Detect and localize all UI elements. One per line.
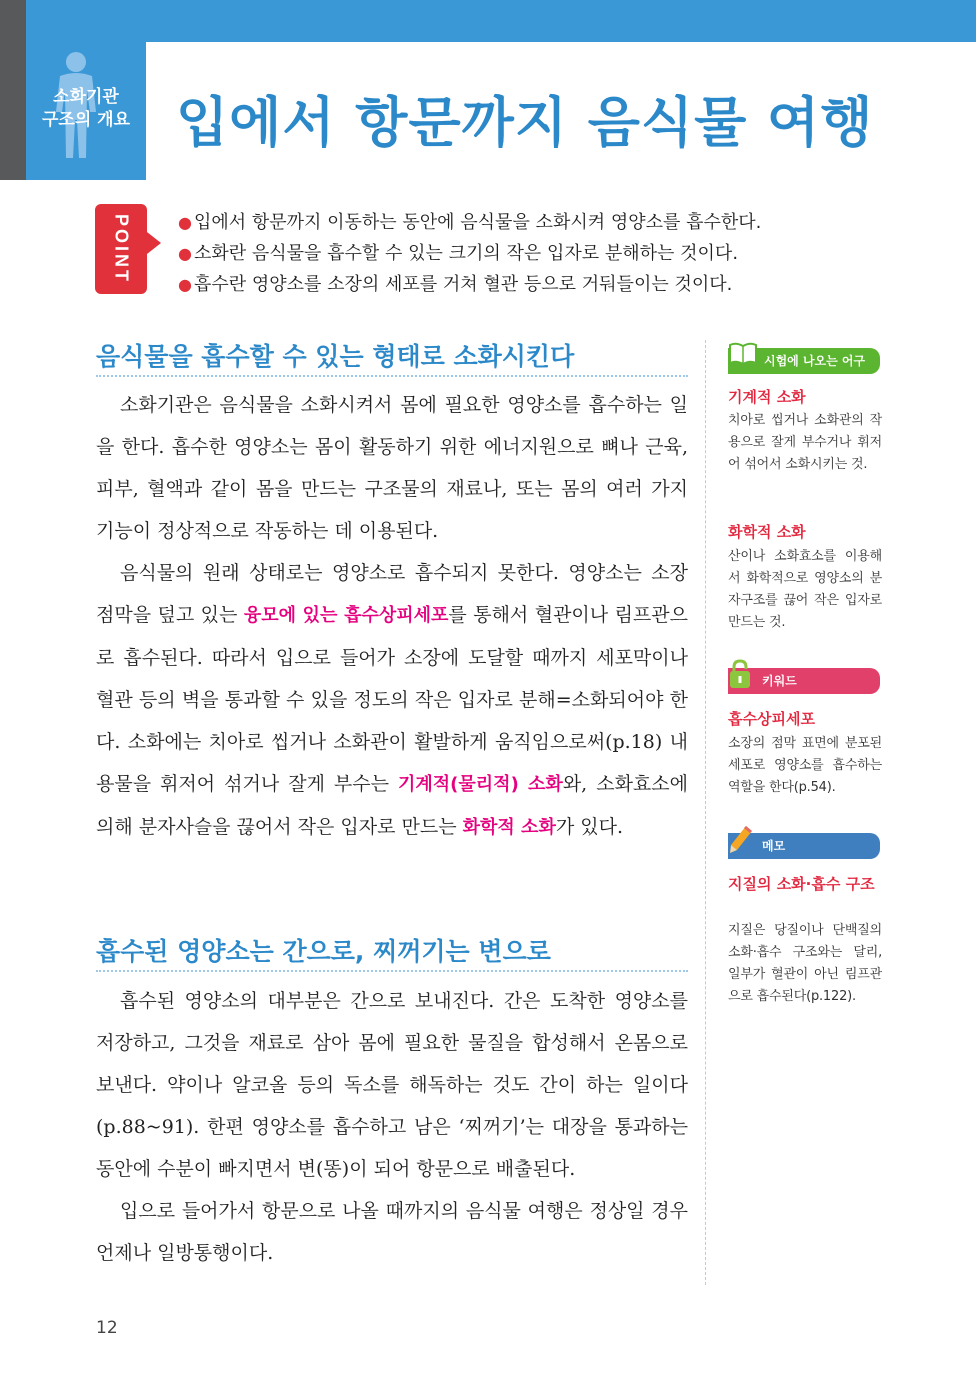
column-divider	[705, 340, 706, 1285]
section-2-divider	[96, 970, 688, 972]
memo-desc: 지질은 당질이나 단백질의 소화·흡수 구조와는 달리, 일부가 혈관이 아닌 림프관으로 흡수된다(p.122).	[728, 923, 882, 1004]
point-item-text: 입에서 항문까지 이동하는 동안에 음식물을 소화시켜 영양소를 흡수한다.	[193, 212, 762, 233]
header-band	[26, 0, 976, 42]
exam-term-2: 화학적 소화	[728, 523, 806, 541]
memo-term: 지질의 소화·흡수 구조	[728, 875, 875, 893]
section-1-paragraph-1: 소화기관은 음식물을 소화시켜서 몸에 필요한 영양소를 흡수하는 일을 한다. 흡수한 영양소는 몸이 활동하기 위한 에너지원으로 뼈나 근육, 피부, 혈액과 같이 몸을 만드는 구조물의 재료나, 또는 몸의 여러 가지 기능이 정상적으로 작동하는 데 이용된다.	[96, 394, 688, 542]
highlight-term: 기계적(물리적) 소화	[398, 774, 563, 795]
section-2-paragraph-2: 입으로 들어가서 항문으로 나올 때까지의 음식물 여행은 정상일 경우 언제나 일방통행이다.	[96, 1200, 688, 1264]
exam-term-2-desc: 산이나 소화효소를 이용해서 화학적으로 영양소의 분자구조를 끊어 작은 입자로 만드는 것.	[728, 549, 882, 630]
page-title: 입에서 항문까지 음식물 여행	[176, 91, 874, 154]
section-label-line-1: 소화기관	[53, 87, 119, 107]
point-list	[178, 207, 761, 300]
point-item	[178, 238, 761, 269]
point-item-text: 소화란 음식물을 흡수할 수 있는 크기의 작은 입자로 분해하는 것이다.	[193, 243, 739, 264]
bullet-dot-icon: ●	[178, 244, 192, 263]
keyword-label: 키워드	[762, 674, 797, 688]
pencil-icon	[728, 824, 754, 856]
section-label-line-2: 구조의 개요	[41, 110, 131, 130]
highlight-term: 화학적 소화	[462, 817, 556, 838]
point-label: POINT	[111, 213, 132, 284]
point-item-text: 흡수란 영양소를 소장의 세포를 거쳐 혈관 등으로 거둬들이는 것이다.	[193, 274, 733, 295]
section-2-heading: 흡수된 영양소는 간으로, 찌꺼기는 변으로	[96, 937, 551, 966]
point-item	[178, 207, 761, 238]
keyword-term: 흡수상피세포	[728, 710, 815, 728]
book-icon	[728, 342, 758, 366]
memo-label: 메모	[762, 839, 786, 853]
section-label	[30, 86, 142, 132]
paragraph-text: 가 있다.	[555, 816, 623, 838]
section-2-body	[96, 980, 688, 1274]
section-1-heading: 음식물을 흡수할 수 있는 형태로 소화시킨다	[96, 342, 575, 371]
section-2-paragraph-1: 흡수된 영양소의 대부분은 간으로 보내진다. 간은 도착한 영양소를 저장하고, 그것을 재료로 삼아 몸에 필요한 물질을 합성해서 온몸으로 보낸다. 약이나 알코올 등의 독소를 해독하는 것도 간이 하는 일이다(p.88~91). 한편 영양소를 흡수하고 남은 ‘찌꺼기’는 대장을 통과하는 동안에 수분이 빠지면서 변(똥)이 되어 항문으로 배출된다.	[96, 990, 688, 1180]
exam-term-1: 기계적 소화	[728, 388, 806, 406]
lock-icon	[728, 658, 752, 690]
page-number: 12	[96, 1318, 118, 1338]
bullet-dot-icon: ●	[178, 213, 192, 232]
paragraph-text: 음식물의 원래 상태로는 영양소로 흡수되지 못한다. 영양소는 소장 점막을 덮고 있는	[96, 562, 688, 626]
bullet-dot-icon: ●	[178, 275, 192, 294]
point-item	[178, 269, 761, 300]
highlight-term: 융모에 있는 흡수상피세포	[243, 605, 449, 626]
section-1-body	[96, 384, 688, 849]
paragraph-text: 와, 소화효소에 의해 분자사슬을 끊어서 작은 입자로 만드는	[96, 773, 688, 838]
section-1-divider	[96, 375, 688, 377]
section-1-paragraph-2	[96, 552, 688, 849]
exam-term-1-desc: 치아로 씹거나 소화관의 작용으로 잘게 부수거나 휘저어 섞어서 소화시키는 것.	[728, 413, 882, 472]
keyword-desc: 소장의 점막 표면에 분포된 세포로 영양소를 흡수하는 역할을 한다(p.54).	[728, 736, 882, 795]
side-gray-strip	[0, 0, 26, 180]
exam-terms-label: 시험에 나오는 어구	[764, 354, 866, 368]
paragraph-text: 를 통해서 혈관이나 림프관으로 흡수된다. 따라서 입으로 들어가 소장에 도달할 때까지 세포막이나 혈관 등의 벽을 통과할 수 있을 정도의 작은 입자로 분해=소화되어야 한다. 소화에는 치아로 씹거나 소화관이 활발하게 움직임으로써(p.18) 내용물을 휘저어 섞거나 잘게 부수는	[96, 604, 688, 795]
